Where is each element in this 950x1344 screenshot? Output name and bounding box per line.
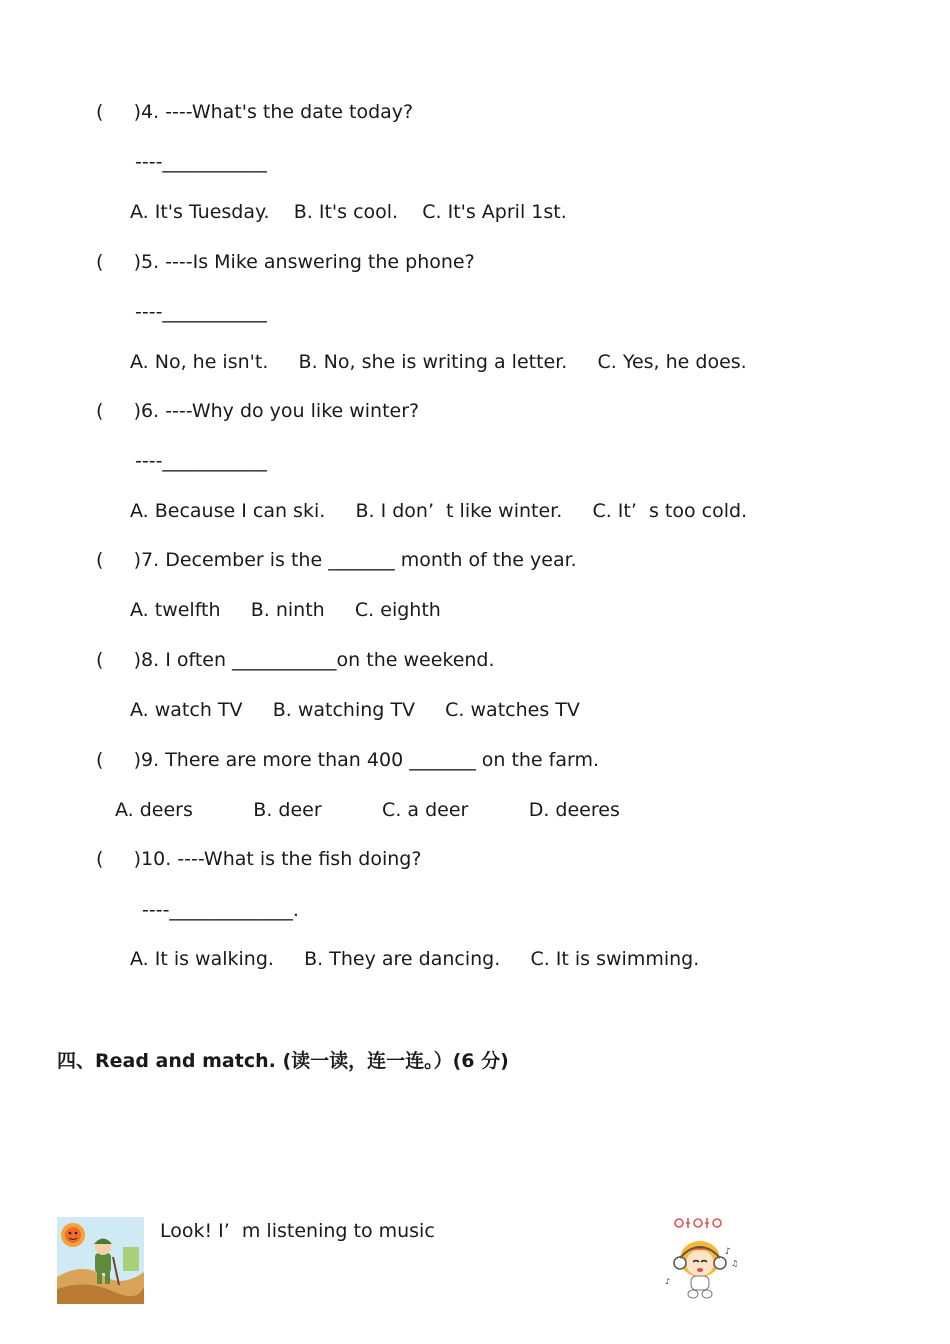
question-5-options: A. No, he isn't. B. No, she is writing a letter. C. Yes, he does. bbox=[130, 351, 747, 373]
question-6-options: A. Because I can ski. B. I don’ t like winter. C. It’ s too cold. bbox=[130, 500, 748, 522]
svg-text:♫: ♫ bbox=[731, 1259, 739, 1268]
question-8-options: A. watch TV B. watching TV C. watches TV bbox=[130, 699, 580, 721]
question-5-answer-blank: ----___________ bbox=[135, 301, 267, 323]
question-9-stem: ( )9. There are more than 400 _______ on the farm. bbox=[96, 749, 600, 771]
question-7-options: A. twelfth B. ninth C. eighth bbox=[130, 599, 441, 621]
question-4-options: A. It's Tuesday. B. It's cool. C. It's April 1st. bbox=[130, 201, 567, 223]
match-item-1-text: Look! I’ m listening to music bbox=[160, 1220, 435, 1242]
boy-hiking-picture bbox=[57, 1217, 144, 1304]
svg-text:♪: ♪ bbox=[665, 1277, 671, 1286]
question-7-stem: ( )7. December is the _______ month of the year. bbox=[96, 549, 577, 571]
question-10-stem: ( )10. ----What is the fish doing? bbox=[96, 848, 422, 870]
question-4-stem: ( )4. ----What's the date today? bbox=[96, 101, 414, 123]
question-6-stem: ( )6. ----Why do you like winter? bbox=[96, 400, 420, 422]
question-8-stem: ( )8. I often ___________on the weekend. bbox=[96, 649, 495, 671]
svg-text:♪: ♪ bbox=[725, 1247, 731, 1257]
question-6-answer-blank: ----___________ bbox=[135, 450, 267, 472]
question-10-answer-blank: ----_____________. bbox=[142, 899, 299, 921]
question-10-options: A. It is walking. B. They are dancing. C. It is swimming. bbox=[130, 948, 700, 970]
section-4-heading: 四、Read and match. (读一读，连一连。）(6 分) bbox=[57, 1050, 509, 1072]
question-4-answer-blank: ----___________ bbox=[135, 151, 267, 173]
question-9-options: A. deers B. deer C. a deer D. deeres bbox=[115, 799, 620, 821]
question-5-stem: ( )5. ----Is Mike answering the phone? bbox=[96, 251, 475, 273]
girl-listening-music-picture bbox=[655, 1214, 747, 1306]
